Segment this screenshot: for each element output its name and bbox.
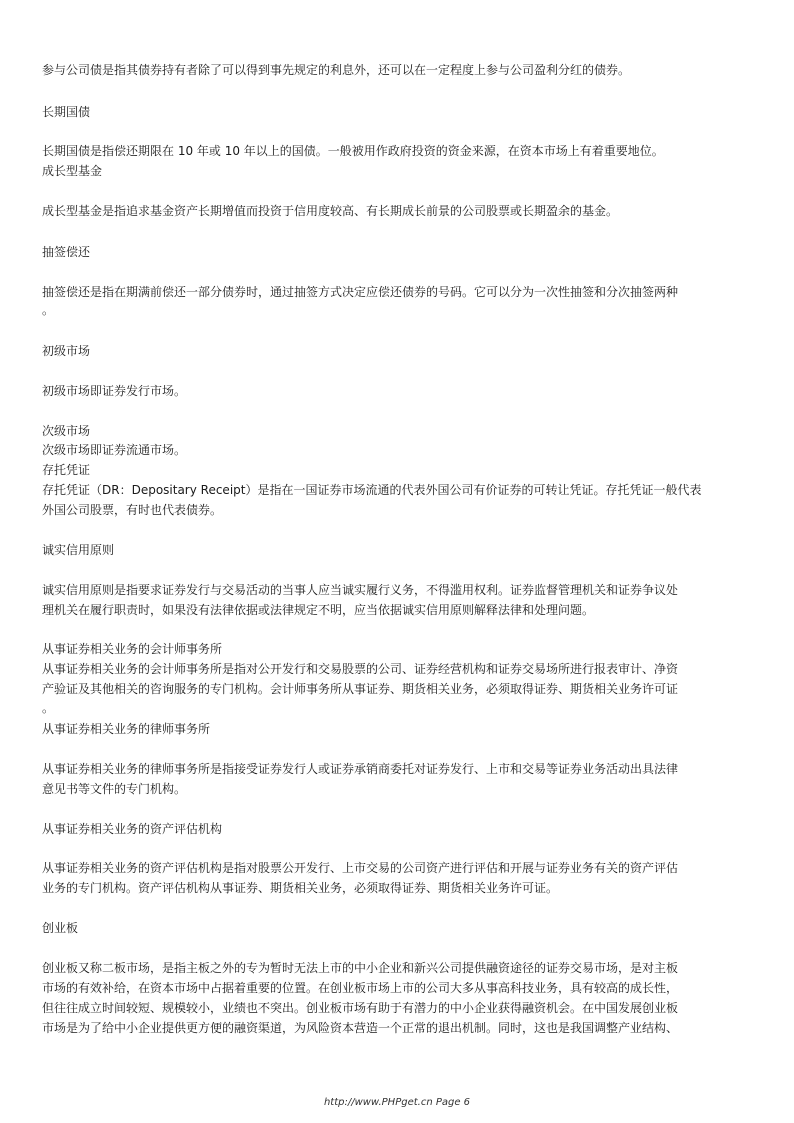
term-heading: 存托凭证 — [42, 463, 91, 477]
paragraph-line: 从事证券相关业务的会计师事务所是指对公开发行和交易股票的公司、证券经营机构和证券交易场所进行报表审计、净资 — [42, 662, 679, 676]
paragraph-line: 理机关在履行职责时，如果没有法律依据或法律规定不明，应当依据诚实信用原则解释法律和处理问题。 — [42, 603, 595, 617]
paragraph-line: 创业板又称二板市场，是指主板之外的专为暂时无法上市的中小企业和新兴公司提供融资途径的证券交易市场，是对主板 — [42, 961, 679, 975]
paragraph-line: 市场的有效补给，在资本市场中占据着重要的位置。在创业板市场上市的公司大多从事高科技业务，具有较高的成长性， — [42, 981, 679, 995]
term-heading: 从事证券相关业务的律师事务所 — [42, 722, 211, 736]
paragraph-line: 市场是为了给中小企业提供更方便的融资渠道，为风险资本营造一个正常的退出机制。同时，这也是我国调整产业结构、 — [42, 1021, 679, 1035]
paragraph-line: 外国公司股票，有时也代表债券。 — [42, 503, 223, 517]
term-heading: 成长型基金 — [42, 164, 103, 178]
term-heading: 抽签偿还 — [42, 245, 91, 259]
term-heading: 从事证券相关业务的资产评估机构 — [42, 822, 223, 836]
paragraph-line: 。 — [42, 303, 55, 317]
paragraph-line: 意见书等文件的专门机构。 — [42, 782, 187, 796]
page-footer: http://www.PHPget.cn Page 6 — [323, 1097, 471, 1108]
paragraph-line: 参与公司债是指其债券持有者除了可以得到事先规定的利息外，还可以在一定程度上参与公司盈利分红的债券。 — [42, 63, 631, 77]
paragraph-line: 抽签偿还是指在期满前偿还一部分债券时，通过抽签方式决定应偿还债券的号码。它可以分为一次性抽签和分次抽签两种 — [42, 285, 679, 299]
paragraph-line: 成长型基金是指追求基金资产长期增值而投资于信用度较高、有长期成长前景的公司股票或长期盈余的基金。 — [42, 204, 619, 218]
paragraph-line: 诚实信用原则是指要求证券发行与交易活动的当事人应当诚实履行义务，不得滥用权利。证券监督管理机关和证券争议处 — [42, 583, 679, 597]
term-heading: 次级市场 — [42, 424, 91, 438]
paragraph-line: 次级市场即证券流通市场。 — [42, 443, 187, 457]
term-heading: 创业板 — [42, 921, 79, 935]
term-heading: 从事证券相关业务的会计师事务所 — [42, 642, 223, 656]
term-heading: 诚实信用原则 — [42, 543, 115, 557]
paragraph-line: 业务的专门机构。资产评估机构从事证券、期货相关业务，必须取得证券、期货相关业务许可证。 — [42, 881, 559, 895]
paragraph-line: 初级市场即证券发行市场。 — [42, 384, 187, 398]
paragraph-line: 从事证券相关业务的律师事务所是指接受证券发行人或证券承销商委托对证券发行、上市和交易等证券业务活动出具法律 — [42, 762, 679, 776]
paragraph-line: 但往往成立时间较短、规模较小，业绩也不突出。创业板市场有助于有潜力的中小企业获得融资机会。在中国发展创业板 — [42, 1001, 679, 1015]
term-heading: 初级市场 — [42, 344, 91, 358]
paragraph-line: 从事证券相关业务的资产评估机构是指对股票公开发行、上市交易的公司资产进行评估和开展与证券业务有关的资产评估 — [42, 861, 679, 875]
paragraph-line: 产验证及其他相关的咨询服务的专门机构。会计师事务所从事证券、期货相关业务，必须取得证券、期货相关业务许可证 — [42, 682, 679, 696]
paragraph-line: 长期国债是指偿还期限在 10 年或 10 年以上的国债。一般被用作政府投资的资金来源，在资本市场上有着重要地位。 — [42, 144, 664, 158]
term-heading: 长期国债 — [42, 105, 91, 119]
paragraph-line: 存托凭证（DR：Depositary Receipt）是指在一国证券市场流通的代表外国公司有价证券的可转让凭证。存托凭证一般代表 — [42, 483, 702, 497]
paragraph-line: 。 — [42, 701, 55, 715]
